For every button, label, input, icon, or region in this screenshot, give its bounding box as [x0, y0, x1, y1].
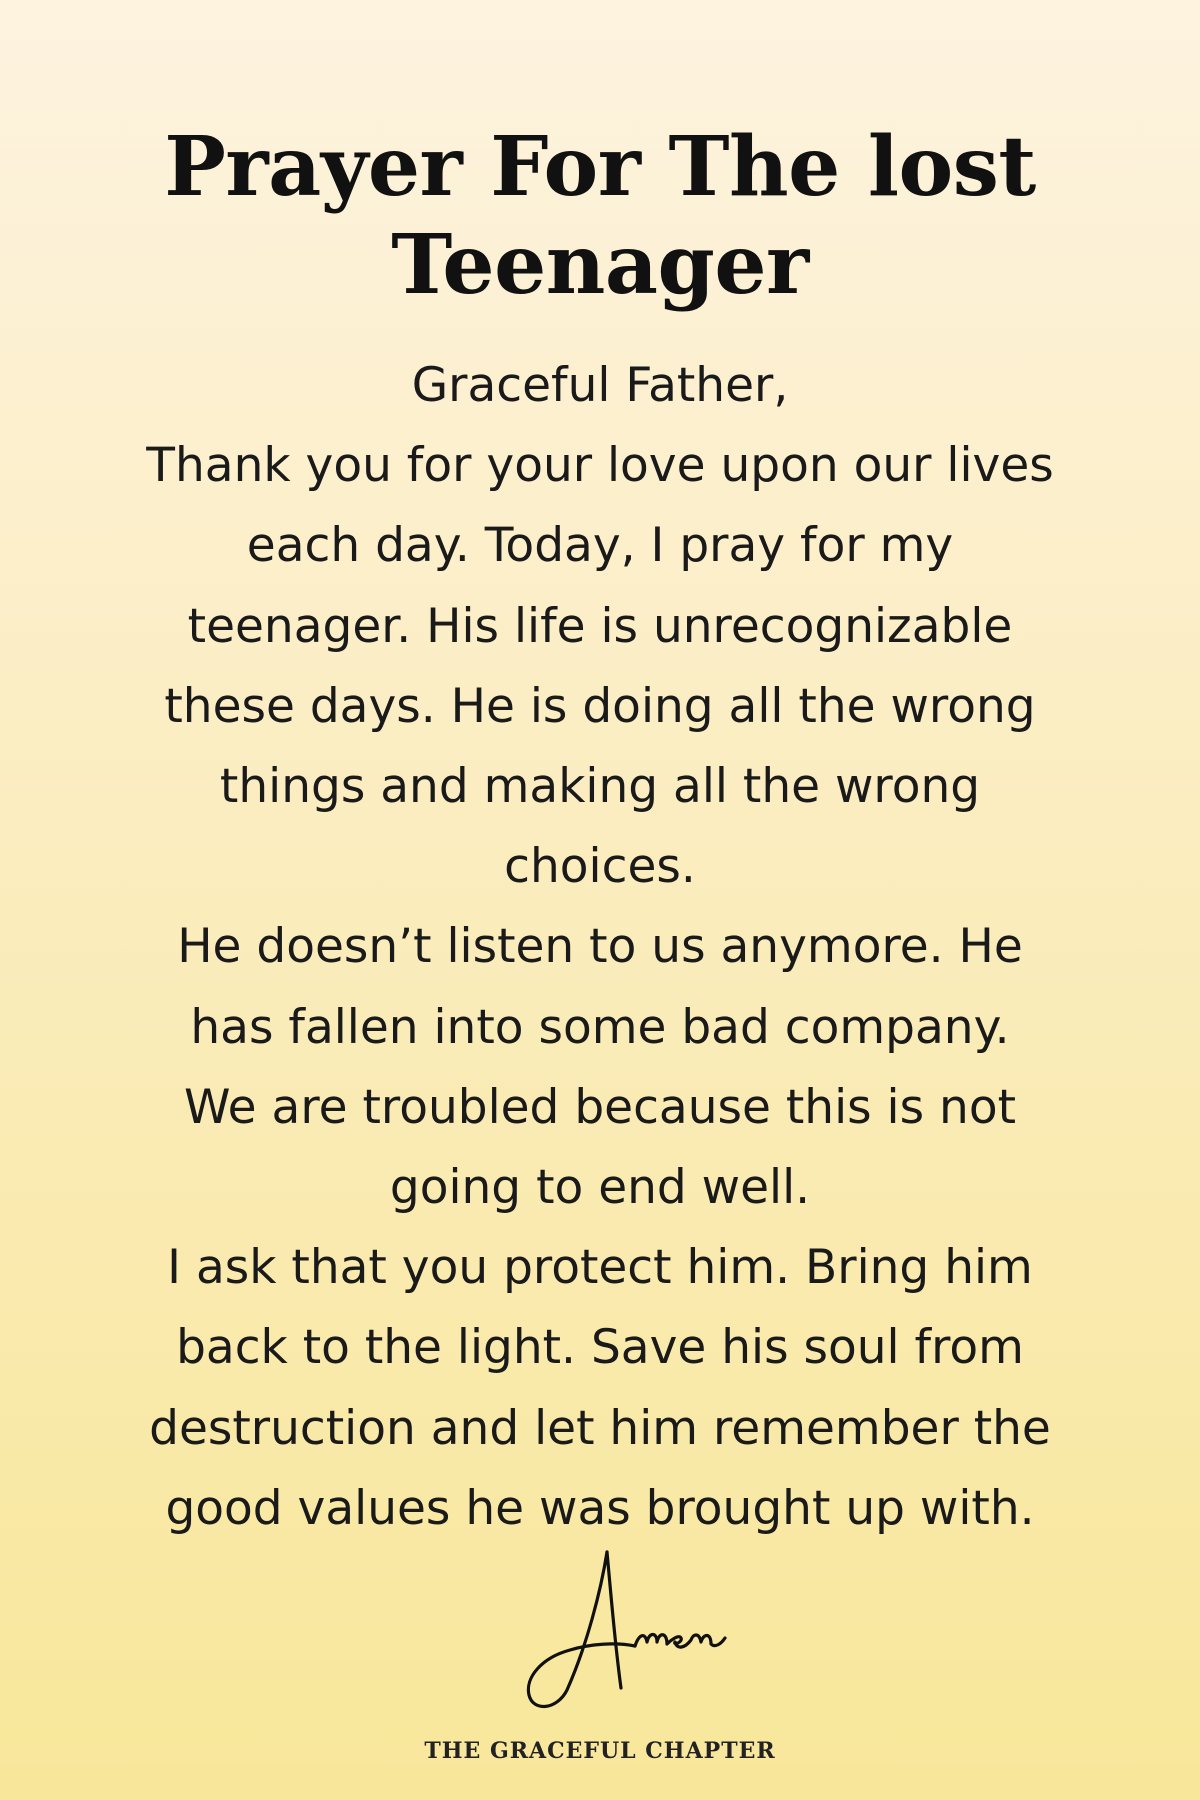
- title-line-1: Prayer For The lost: [164, 119, 1036, 215]
- prayer-text: [70, 346, 1130, 1549]
- prayer-line: destruction and let him remember the: [149, 1400, 1051, 1456]
- brand-footer: THE GRACEFUL CHAPTER: [424, 1738, 776, 1764]
- prayer-line: teenager. His life is unrecognizable: [187, 598, 1013, 654]
- amen-signature-drawing: [515, 1550, 735, 1715]
- prayer-line: I ask that you protect him. Bring him: [167, 1240, 1033, 1296]
- prayer-line: each day. Today, I pray for my: [246, 518, 954, 574]
- prayer-line: things and making all the wrong: [219, 759, 981, 815]
- title-line-2: Teenager: [391, 217, 809, 313]
- prayer-line: back to the light. Save his soul from: [176, 1320, 1024, 1376]
- prayer-line: good values he was brought up with.: [165, 1480, 1035, 1536]
- amen-signature: [515, 1550, 735, 1715]
- prayer-line: We are troubled because this is not: [183, 1079, 1017, 1135]
- page-title: [60, 118, 1140, 314]
- prayer-line: He doesn’t listen to us anymore. He: [177, 919, 1023, 975]
- prayer-line: Graceful Father,: [411, 358, 789, 413]
- prayer-line: going to end well.: [389, 1160, 811, 1216]
- prayer-line: Thank you for your love upon our lives: [146, 438, 1054, 494]
- prayer-line: has fallen into some bad company.: [190, 999, 1010, 1055]
- prayer-line: choices.: [504, 839, 696, 895]
- prayer-line: these days. He is doing all the wrong: [164, 678, 1036, 734]
